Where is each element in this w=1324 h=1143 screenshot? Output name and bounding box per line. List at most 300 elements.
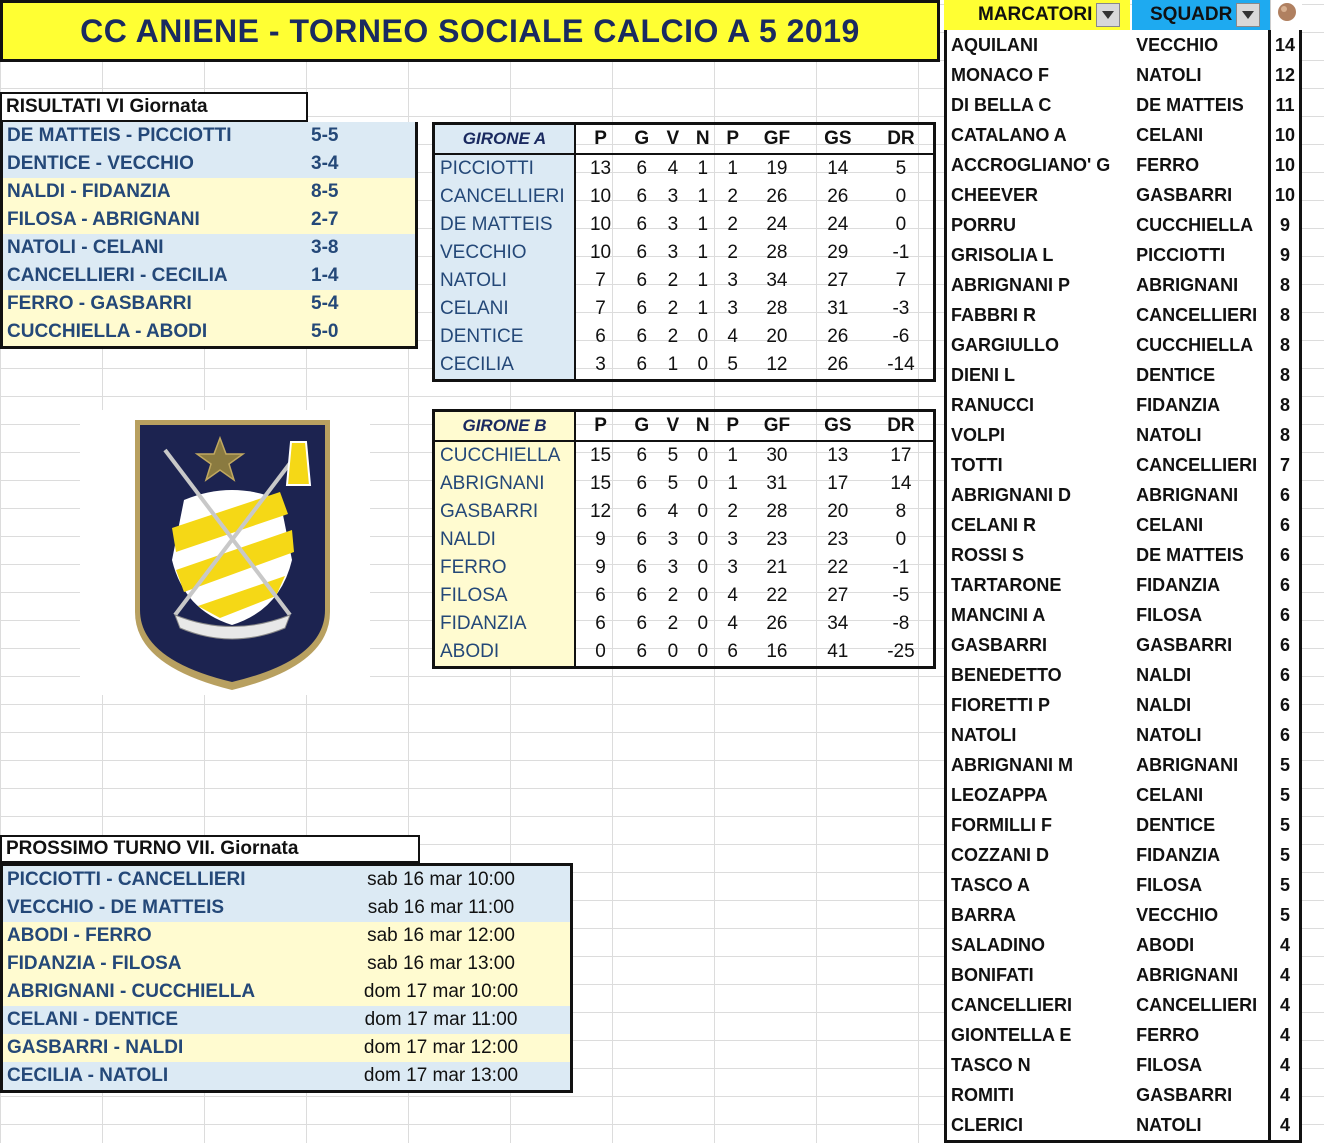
stat-cell: 10 xyxy=(589,242,612,263)
scorer-goals: 10 xyxy=(1269,180,1300,210)
scorers-team-header[interactable] xyxy=(1132,0,1270,30)
column-header: P xyxy=(575,124,625,155)
scorer-name: ROMITI xyxy=(951,1084,1014,1105)
stat-cell: 3 xyxy=(667,242,679,263)
stat-cell: 23 xyxy=(766,529,788,550)
scorer-team: FILOSA xyxy=(1136,874,1203,895)
scorer-team: GASBARRI xyxy=(1136,634,1233,655)
dropdown-arrow-icon[interactable] xyxy=(1236,3,1260,27)
scorer-row xyxy=(946,930,1301,960)
column-header: P xyxy=(718,124,747,155)
scorer-name: DIENI L xyxy=(951,364,1016,385)
stat-cell: 2 xyxy=(727,501,738,522)
fixture-row xyxy=(2,865,572,895)
scorer-name: ACCROGLIANO' G xyxy=(951,154,1111,175)
scorer-team: ABRIGNANI xyxy=(1136,484,1239,505)
scorer-name: LEOZAPPA xyxy=(951,784,1048,805)
dropdown-arrow-icon[interactable] xyxy=(1096,3,1120,27)
girone-b-name: GIRONE B xyxy=(434,411,576,442)
stat-cell: 1 xyxy=(697,186,709,207)
scorer-team: NALDI xyxy=(1136,664,1192,685)
scorer-goals: 6 xyxy=(1269,600,1300,630)
stat-cell: 22 xyxy=(827,557,849,578)
result-match: NATOLI - CELANI xyxy=(7,237,164,258)
result-row xyxy=(2,234,417,262)
stat-cell: 6 xyxy=(636,585,648,606)
results-label: RISULTATI VI Giornata xyxy=(0,92,308,122)
stat-cell: 0 xyxy=(697,354,709,375)
stat-cell: 5 xyxy=(667,473,679,494)
scorer-row xyxy=(946,660,1301,690)
scorer-row xyxy=(946,780,1301,810)
stat-cell: 10 xyxy=(589,186,612,207)
scorer-row xyxy=(946,720,1301,750)
stat-cell: 41 xyxy=(827,641,849,662)
scorer-goals: 4 xyxy=(1269,930,1300,960)
result-match: DE MATTEIS - PICCIOTTI xyxy=(7,125,232,146)
stat-cell: 2 xyxy=(667,613,679,634)
scorer-team: CELANI xyxy=(1136,514,1204,535)
stat-cell: 0 xyxy=(895,186,907,207)
fixture-row xyxy=(2,1062,572,1092)
stat-cell: 6 xyxy=(636,473,648,494)
stat-cell: 1 xyxy=(727,473,738,494)
stat-cell: 3 xyxy=(727,298,738,319)
scorer-team: NATOLI xyxy=(1136,1114,1202,1135)
stat-cell: 9 xyxy=(595,529,606,550)
stat-cell: 24 xyxy=(827,214,849,235)
scorer-name: MONACO F xyxy=(951,64,1049,85)
stat-cell: 17 xyxy=(827,473,849,494)
scorers-goals-header[interactable] xyxy=(1270,0,1302,30)
column-header: G xyxy=(625,124,658,155)
scorer-name: VOLPI xyxy=(951,424,1006,445)
stat-cell: 16 xyxy=(766,641,788,662)
scorers-player-header-label: MARCATORI xyxy=(978,4,1093,25)
stat-cell: 4 xyxy=(727,585,738,606)
scorer-goals: 6 xyxy=(1269,540,1300,570)
fixture-row xyxy=(2,1006,572,1034)
scorer-goals: 8 xyxy=(1269,420,1300,450)
scorer-team: ABRIGNANI xyxy=(1136,964,1239,985)
stat-cell: 26 xyxy=(766,613,788,634)
scorer-row xyxy=(946,690,1301,720)
fixture-datetime: dom 17 mar 11:00 xyxy=(364,1009,518,1030)
column-header: P xyxy=(718,411,747,442)
result-row xyxy=(2,290,417,318)
scorer-goals: 7 xyxy=(1269,450,1300,480)
scorer-team: DENTICE xyxy=(1136,364,1216,385)
team-name: VECCHIO xyxy=(434,239,576,267)
column-header: P xyxy=(575,411,625,442)
scorer-row xyxy=(946,30,1301,60)
stat-cell: 6 xyxy=(595,585,606,606)
stat-cell: 6 xyxy=(636,242,648,263)
stat-cell: 1 xyxy=(667,354,679,375)
stat-cell: 31 xyxy=(827,298,849,319)
column-header: DR xyxy=(869,124,935,155)
scorer-row xyxy=(946,810,1301,840)
scorer-row xyxy=(946,570,1301,600)
column-header: GS xyxy=(807,411,869,442)
scorer-name: SALADINO xyxy=(951,934,1045,955)
stat-cell: 0 xyxy=(895,214,907,235)
scorer-row xyxy=(946,1110,1301,1142)
fixture-datetime: sab 16 mar 12:00 xyxy=(367,925,515,946)
scorer-row xyxy=(946,180,1301,210)
stat-cell: 21 xyxy=(766,557,788,578)
scorer-name: BONIFATI xyxy=(951,964,1034,985)
standings-row xyxy=(434,295,935,323)
scorer-team: NATOLI xyxy=(1136,424,1202,445)
scorer-name: GIONTELLA E xyxy=(951,1024,1072,1045)
scorer-goals: 6 xyxy=(1269,690,1300,720)
scorer-goals: 8 xyxy=(1269,390,1300,420)
result-score: 3-8 xyxy=(311,237,339,258)
stat-cell: 0 xyxy=(697,641,709,662)
result-score: 5-0 xyxy=(311,321,339,342)
stat-cell: 6 xyxy=(636,501,648,522)
scorer-row xyxy=(946,210,1301,240)
stat-cell: -25 xyxy=(887,641,915,662)
scorer-row xyxy=(946,270,1301,300)
girone-a-table xyxy=(432,122,936,382)
fixture-row xyxy=(2,894,572,922)
result-match: CUCCHIELLA - ABODI xyxy=(7,321,208,342)
stat-cell: 6 xyxy=(636,354,648,375)
stat-cell: 0 xyxy=(697,529,709,550)
scorers-player-header[interactable] xyxy=(944,0,1130,30)
scorer-name: TOTTI xyxy=(951,454,1003,475)
stat-cell: 3 xyxy=(667,186,679,207)
stat-cell: 15 xyxy=(589,473,612,494)
scorer-team: DE MATTEIS xyxy=(1136,544,1244,565)
stat-cell: 0 xyxy=(595,641,606,662)
scorer-team: GASBARRI xyxy=(1136,1084,1233,1105)
stat-cell: 3 xyxy=(667,529,679,550)
scorer-row xyxy=(946,60,1301,90)
scorer-row xyxy=(946,510,1301,540)
scorer-team: FIDANZIA xyxy=(1136,574,1221,595)
stat-cell: 6 xyxy=(636,529,648,550)
stat-cell: 6 xyxy=(636,270,648,291)
fixture-match: FIDANZIA - FILOSA xyxy=(7,953,182,974)
result-score: 1-4 xyxy=(311,265,339,286)
stat-cell: 7 xyxy=(895,270,907,291)
stat-cell: 34 xyxy=(827,613,849,634)
stat-cell: 0 xyxy=(697,613,709,634)
stat-cell: 1 xyxy=(697,214,709,235)
result-score: 3-4 xyxy=(311,153,339,174)
fixture-row xyxy=(2,950,572,978)
fixture-match: ABRIGNANI - CUCCHIELLA xyxy=(7,981,256,1002)
stat-cell: 1 xyxy=(697,242,709,263)
scorer-goals: 4 xyxy=(1269,990,1300,1020)
stat-cell: 29 xyxy=(827,242,849,263)
stat-cell: 6 xyxy=(636,557,648,578)
scorer-name: ABRIGNANI M xyxy=(951,754,1073,775)
scorer-team: CANCELLIERI xyxy=(1136,454,1258,475)
scorer-name: CHEEVER xyxy=(951,184,1039,205)
stat-cell: 6 xyxy=(636,186,648,207)
scorer-name: CELANI R xyxy=(951,514,1036,535)
scorer-team: CANCELLIERI xyxy=(1136,994,1258,1015)
stat-cell: -8 xyxy=(892,613,910,634)
standings-row xyxy=(434,267,935,295)
scorer-name: AQUILANI xyxy=(951,34,1038,55)
scorer-row xyxy=(946,1020,1301,1050)
scorer-goals: 8 xyxy=(1269,330,1300,360)
fixture-datetime: sab 16 mar 13:00 xyxy=(367,953,515,974)
scorer-row xyxy=(946,330,1301,360)
stat-cell: 1 xyxy=(727,445,738,466)
fixture-row xyxy=(2,978,572,1006)
scorer-row xyxy=(946,480,1301,510)
result-score: 5-4 xyxy=(311,293,339,314)
stat-cell: 0 xyxy=(697,445,709,466)
stat-cell: 26 xyxy=(827,326,849,347)
scorer-name: BARRA xyxy=(951,904,1016,925)
stat-cell: 6 xyxy=(636,326,648,347)
stat-cell: 0 xyxy=(697,557,709,578)
scorer-row xyxy=(946,450,1301,480)
standings-row xyxy=(434,470,935,498)
result-match: FERRO - GASBARRI xyxy=(7,293,192,314)
scorer-name: GARGIULLO xyxy=(951,334,1059,355)
team-name: CUCCHIELLA xyxy=(434,441,576,470)
scorer-row xyxy=(946,870,1301,900)
column-header: N xyxy=(687,411,718,442)
stat-cell: 28 xyxy=(766,298,788,319)
stat-cell: 2 xyxy=(727,186,738,207)
scorer-goals: 10 xyxy=(1269,150,1300,180)
team-name: FERRO xyxy=(434,554,576,582)
stat-cell: 7 xyxy=(595,298,606,319)
scorer-row xyxy=(946,150,1301,180)
scorer-name: BENEDETTO xyxy=(951,664,1062,685)
scorer-goals: 8 xyxy=(1269,270,1300,300)
scorer-goals: 4 xyxy=(1269,960,1300,990)
stat-cell: 4 xyxy=(727,613,738,634)
stat-cell: 0 xyxy=(895,529,907,550)
scorer-goals: 6 xyxy=(1269,510,1300,540)
stat-cell: -5 xyxy=(892,585,910,606)
stat-cell: 4 xyxy=(667,158,679,179)
fixture-match: VECCHIO - DE MATTEIS xyxy=(7,897,225,918)
scorer-goals: 11 xyxy=(1269,90,1300,120)
scorer-name: ABRIGNANI P xyxy=(951,274,1071,295)
stat-cell: 8 xyxy=(895,501,907,522)
fixture-row xyxy=(2,922,572,950)
scorer-goals: 4 xyxy=(1269,1050,1300,1080)
stat-cell: 3 xyxy=(667,214,679,235)
standings-row xyxy=(434,351,935,381)
scorer-name: TASCO A xyxy=(951,874,1030,895)
scorer-goals: 6 xyxy=(1269,480,1300,510)
scorer-row xyxy=(946,600,1301,630)
team-name: DE MATTEIS xyxy=(434,211,576,239)
fixture-match: CECILIA - NATOLI xyxy=(7,1065,169,1086)
scorer-team: CUCCHIELLA xyxy=(1136,214,1254,235)
scorer-team: FERRO xyxy=(1136,154,1200,175)
stat-cell: 15 xyxy=(589,445,612,466)
stat-cell: 30 xyxy=(766,445,788,466)
scorer-row xyxy=(946,300,1301,330)
scorer-team: GASBARRI xyxy=(1136,184,1233,205)
stat-cell: -6 xyxy=(892,326,910,347)
scorer-team: FERRO xyxy=(1136,1024,1200,1045)
result-match: CANCELLIERI - CECILIA xyxy=(7,265,228,286)
scorer-team: VECCHIO xyxy=(1136,904,1219,925)
standings-row xyxy=(434,554,935,582)
stat-cell: 4 xyxy=(667,501,679,522)
stat-cell: 22 xyxy=(766,585,788,606)
scorer-team: CELANI xyxy=(1136,784,1204,805)
scorer-row xyxy=(946,840,1301,870)
result-row xyxy=(2,206,417,234)
fixture-datetime: dom 17 mar 10:00 xyxy=(363,981,519,1002)
standings-row xyxy=(434,638,935,668)
team-name: CELANI xyxy=(434,295,576,323)
scorer-goals: 8 xyxy=(1269,360,1300,390)
scorer-row xyxy=(946,540,1301,570)
scorer-team: NALDI xyxy=(1136,694,1192,715)
column-header: N xyxy=(687,124,718,155)
stat-cell: 5 xyxy=(895,158,907,179)
result-match: DENTICE - VECCHIO xyxy=(7,153,194,174)
stat-cell: 5 xyxy=(727,354,738,375)
team-name: CANCELLIERI xyxy=(434,183,576,211)
scorer-goals: 6 xyxy=(1269,570,1300,600)
stat-cell: 17 xyxy=(890,445,912,466)
stat-cell: 6 xyxy=(636,445,648,466)
stat-cell: 1 xyxy=(727,158,738,179)
scorer-goals: 14 xyxy=(1269,30,1300,60)
stat-cell: 23 xyxy=(827,529,849,550)
scorer-name: GASBARRI xyxy=(951,634,1048,655)
scorer-goals: 5 xyxy=(1269,840,1300,870)
scorer-name: CLERICI xyxy=(951,1114,1023,1135)
result-row xyxy=(2,262,417,290)
standings-row xyxy=(434,154,935,183)
scorer-row xyxy=(946,900,1301,930)
fixture-datetime: sab 16 mar 11:00 xyxy=(367,897,515,918)
stat-cell: 3 xyxy=(727,270,738,291)
stat-cell: 6 xyxy=(636,613,648,634)
stat-cell: 31 xyxy=(766,473,788,494)
scorer-team: CANCELLIERI xyxy=(1136,304,1258,325)
stat-cell: 9 xyxy=(595,557,606,578)
stat-cell: 6 xyxy=(595,613,606,634)
stat-cell: 20 xyxy=(766,326,788,347)
stat-cell: 2 xyxy=(727,214,738,235)
scorer-row xyxy=(946,240,1301,270)
fixture-datetime: dom 17 mar 12:00 xyxy=(363,1037,519,1058)
stat-cell: 14 xyxy=(827,158,849,179)
scorer-goals: 5 xyxy=(1269,750,1300,780)
stat-cell: -1 xyxy=(892,557,910,578)
stat-cell: 2 xyxy=(667,326,679,347)
team-name: NATOLI xyxy=(434,267,576,295)
scorer-team: NATOLI xyxy=(1136,724,1202,745)
scorer-name: GRISOLIA L xyxy=(951,244,1054,265)
fixture-match: GASBARRI - NALDI xyxy=(7,1037,184,1058)
team-name: PICCIOTTI xyxy=(434,154,576,183)
fixture-match: CELANI - DENTICE xyxy=(7,1009,178,1030)
fixture-datetime: dom 17 mar 13:00 xyxy=(363,1065,519,1086)
stat-cell: 6 xyxy=(636,158,648,179)
column-header: V xyxy=(659,411,688,442)
column-header: GF xyxy=(747,411,807,442)
stat-cell: 1 xyxy=(697,298,709,319)
scorer-team: DE MATTEIS xyxy=(1136,94,1244,115)
team-name: DENTICE xyxy=(434,323,576,351)
stat-cell: 26 xyxy=(827,186,849,207)
scorer-row xyxy=(946,120,1301,150)
scorer-row xyxy=(946,1080,1301,1110)
fixture-match: PICCIOTTI - CANCELLIERI xyxy=(7,869,246,890)
scorer-goals: 10 xyxy=(1269,120,1300,150)
scorer-team: FIDANZIA xyxy=(1136,394,1221,415)
scorer-row xyxy=(946,90,1301,120)
scorer-name: FIORETTI P xyxy=(951,694,1050,715)
stat-cell: 19 xyxy=(766,158,788,179)
standings-row xyxy=(434,239,935,267)
stat-cell: 2 xyxy=(667,585,679,606)
scorer-row xyxy=(946,360,1301,390)
scorer-goals: 9 xyxy=(1269,210,1300,240)
scorer-goals: 9 xyxy=(1269,240,1300,270)
stat-cell: 3 xyxy=(667,557,679,578)
scorer-goals: 4 xyxy=(1269,1020,1300,1050)
stat-cell: 20 xyxy=(827,501,849,522)
stat-cell: -14 xyxy=(887,354,915,375)
standings-row xyxy=(434,441,935,470)
team-name: ABODI xyxy=(434,638,576,668)
scorer-name: CATALANO A xyxy=(951,124,1067,145)
stat-cell: 6 xyxy=(636,214,648,235)
stat-cell: 6 xyxy=(636,298,648,319)
stat-cell: 0 xyxy=(697,585,709,606)
scorer-name: CANCELLIERI xyxy=(951,994,1072,1015)
stat-cell: 0 xyxy=(697,326,709,347)
scorer-name: PORRU xyxy=(951,214,1017,235)
column-header: V xyxy=(659,124,688,155)
scorer-name: DI BELLA C xyxy=(951,94,1052,115)
scorer-team: CELANI xyxy=(1136,124,1204,145)
standings-row xyxy=(434,526,935,554)
scorer-goals: 4 xyxy=(1269,1080,1300,1110)
team-name: GASBARRI xyxy=(434,498,576,526)
result-match: NALDI - FIDANZIA xyxy=(7,181,171,202)
scorer-goals: 6 xyxy=(1269,660,1300,690)
scorer-goals: 5 xyxy=(1269,900,1300,930)
scorer-name: ROSSI S xyxy=(951,544,1025,565)
scorer-name: FABBRI R xyxy=(951,304,1036,325)
result-row xyxy=(2,122,417,150)
stat-cell: 14 xyxy=(890,473,912,494)
result-row xyxy=(2,150,417,178)
scorer-goals: 6 xyxy=(1269,630,1300,660)
stat-cell: 5 xyxy=(667,445,679,466)
scorer-row xyxy=(946,420,1301,450)
stat-cell: 12 xyxy=(589,501,612,522)
stat-cell: -1 xyxy=(892,242,910,263)
scorer-team: ABRIGNANI xyxy=(1136,274,1239,295)
stat-cell: 6 xyxy=(595,326,606,347)
stat-cell: 26 xyxy=(827,354,849,375)
stat-cell: 28 xyxy=(766,501,788,522)
